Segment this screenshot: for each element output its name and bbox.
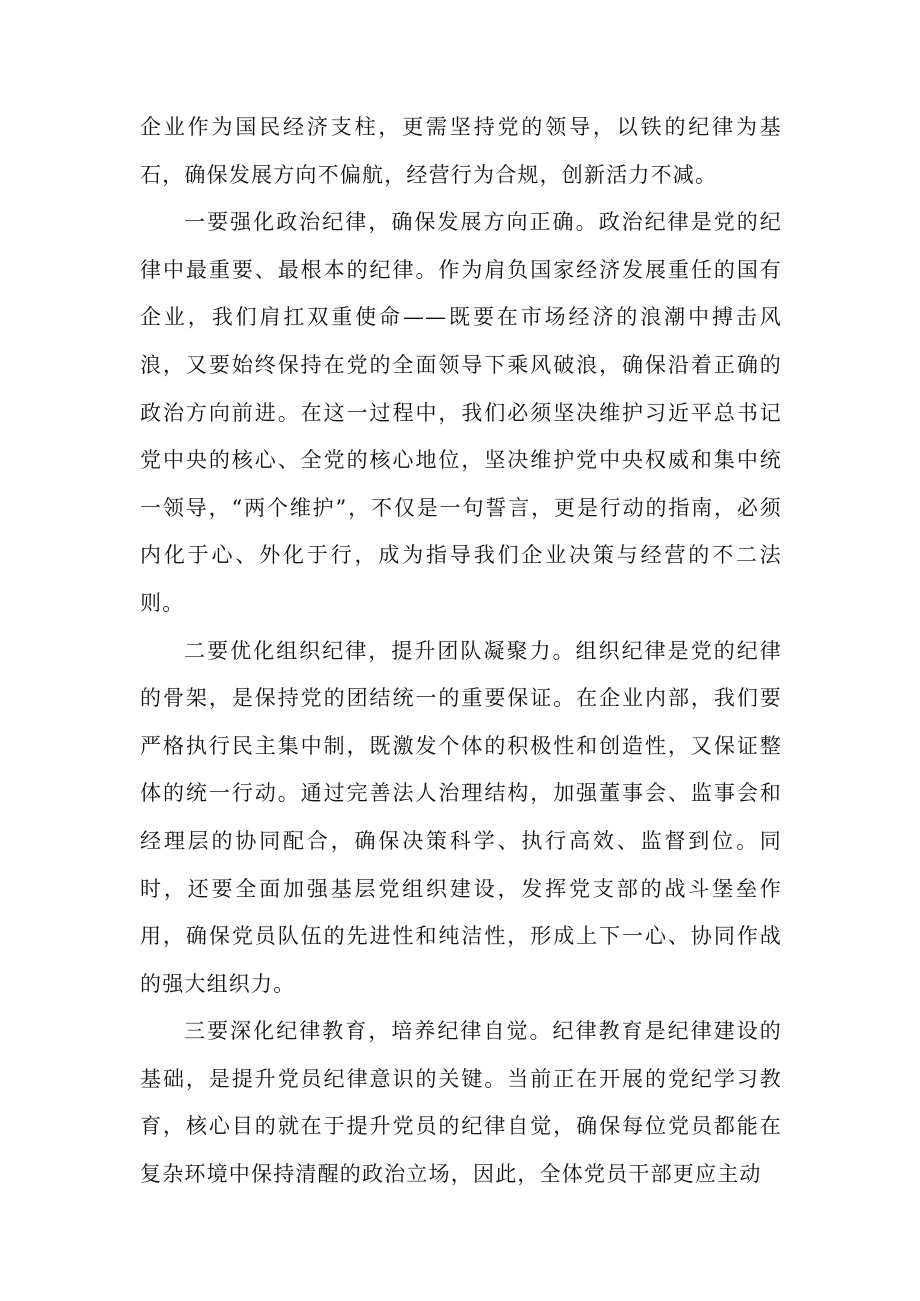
paragraph-political-discipline: 一要强化政治纪律，确保发展方向正确。政治纪律是党的纪律中最重要、最根本的纪律。作为肩负国家经济发展重任的国有企业，我们肩扛双重使命——既要在市场经济的浪潮中搏击风浪，又要始终保持在党的全面领导下乘风破浪，确保沿着正确的政治方向前进。在这一过程中，我们必须坚决维护习近平总书记党中央的核心、全党的核心地位，坚决维护党中央权威和集中统一领导，“两个维护”，不仅是一句誓言，更是行动的指南，必须内化于心、外化于行，成为指导我们企业决策与经营的不二法则。 xyxy=(140,210,782,615)
document-page xyxy=(140,104,782,1199)
paragraph-discipline-education: 三要深化纪律教育，培养纪律自觉。纪律教育是纪律建设的基础，是提升党员纪律意识的关键。当前正在开展的党纪学习教育，核心目的就在于提升党员的纪律自觉，确保每位党员都能在复杂环境中保持清醒的政治立场，因此，全体党员干部更应主动 xyxy=(140,1019,782,1187)
paragraph-intro: 企业作为国民经济支柱，更需坚持党的领导，以铁的纪律为基石，确保发展方向不偏航，经营行为合规，创新活力不减。 xyxy=(140,115,782,187)
paragraph-organizational-discipline: 二要优化组织纪律，提升团队凝聚力。组织纪律是党的纪律的骨架，是保持党的团结统一的重要保证。在企业内部，我们要严格执行民主集中制，既激发个体的积极性和创造性，又保证整体的统一行动。通过完善法人治理结构，加强董事会、监事会和经理层的协同配合，确保决策科学、执行高效、监督到位。同时，还要全面加强基层党组织建设，发挥党支部的战斗堡垒作用，确保党员队伍的先进性和纯洁性，形成上下一心、协同作战的强大组织力。 xyxy=(140,638,782,996)
